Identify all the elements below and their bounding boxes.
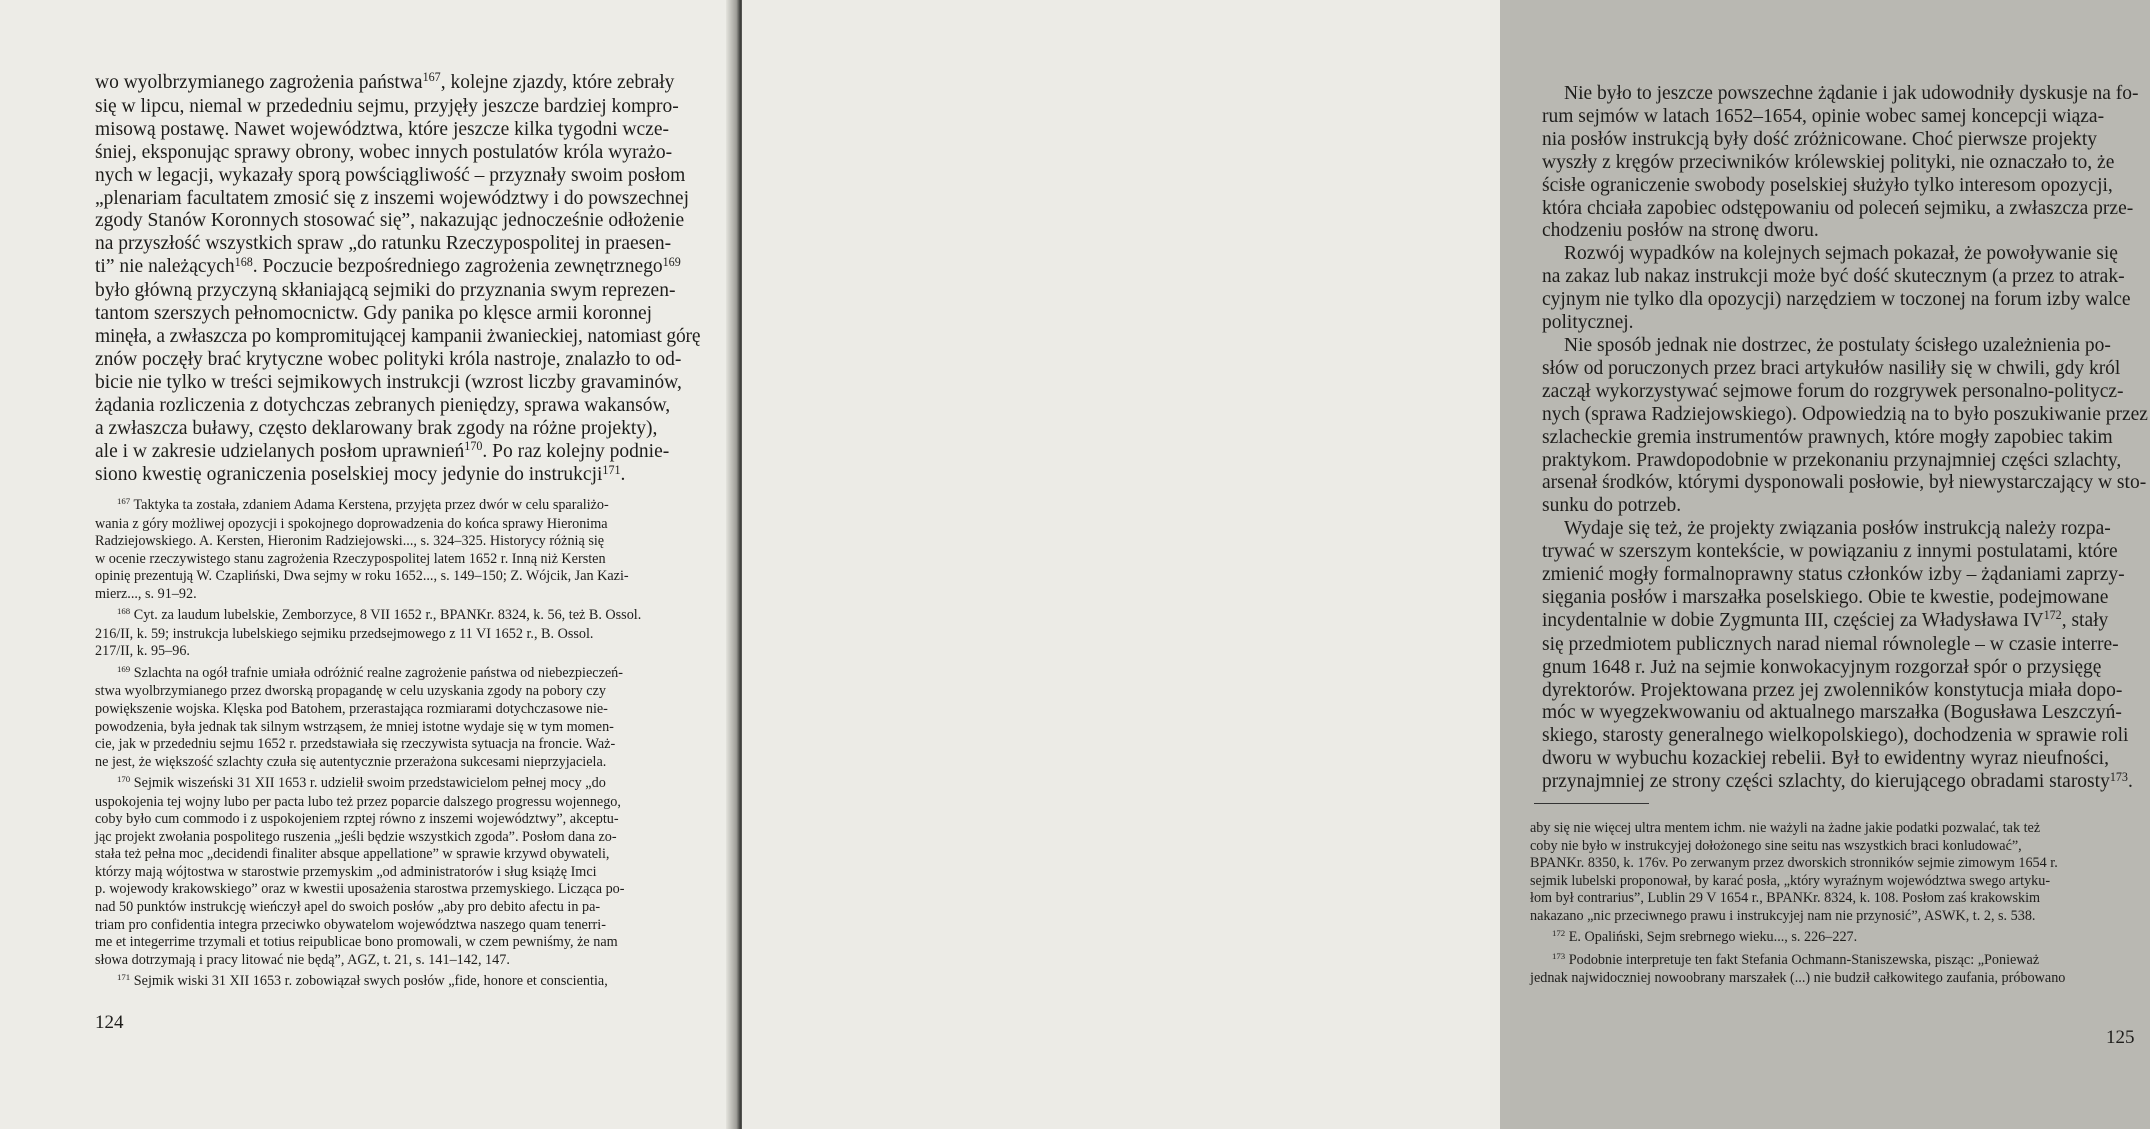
left-body-line: zgody Stanów Koronnych stosować się”, nakazując jednocześnie odłożenie [95, 210, 685, 232]
right-body-line: rum sejmów w latach 1652–1654, opinie wobec samej koncepcji wiąza- [1542, 105, 2105, 127]
right-body-line: szlacheckie gremia instrumentów prawnych, które mogły zapobiec takim [1542, 426, 2113, 448]
left-footnote-line: stała też pełna moc „decidendi finaliter absque appellatione” w sprawie krzywd obywateli, [95, 846, 610, 863]
right-body-line: chodzeniu posłów na stronę dworu. [1542, 220, 1819, 242]
right-footnote-line: nakazano „nic przeciwnego prawu i instrukcyjej nam nie przynosić”, ASWK, t. 2, s. 538. [1530, 907, 2036, 924]
left-body-text [95, 72, 700, 488]
right-body-line: cyjnym nie tylko dla opozycji) narzędziem w toczonej na forum izby walce [1542, 289, 2131, 311]
right-body-line: nych (sprawa Radziejowskiego). Odpowiedzią na to było poszukiwanie przez [1542, 403, 2148, 425]
right-body-line: Nie było to jeszcze powszechne żądanie i jak udowodniły dyskusje na fo- [1564, 83, 2139, 104]
left-footnote-line: powodzenia, była jednak tak silnym wstrząsem, że mniej istotne wydaje się w tym momen- [95, 718, 614, 735]
left-body-line: bicie nie tylko w treści sejmikowych instrukcji (wzrost liczby gravaminów, [95, 371, 682, 393]
left-footnote-line: którzy mają wójtostwa w starostwie przemyskim „od administratorów i sług książę Imci [95, 863, 597, 880]
left-footnote-line: $^{169}$ Szlachta na ogół trafnie umiała odróżnić realne zagrożenie państwa od niebezpieczeń- [117, 664, 623, 681]
left-page-number: 124 [95, 1012, 124, 1033]
right-footnote-line: łom był contrarius”, Lublin 29 V 1654 r., BPANKr. 8324, k. 108. Posłom zaś krakowskim [1530, 890, 2041, 907]
right-footnote [1530, 952, 2150, 988]
right-body-line: móc w wyegzekwowaniu od aktualnego marszałka (Bogusława Leszczyń- [1542, 702, 2122, 724]
left-body-line: misową postawę. Nawet województwa, które jeszcze kilka tygodni wcze- [95, 118, 669, 140]
left-footnote-line: stwa wyolbrzymianego przez dworską propagandę w celu uzyskania zgody na pobory czy [95, 683, 606, 700]
right-body-line: słów od poruczonych przez braci artykułów nasiliły się w chwili, gdy król [1542, 357, 2121, 379]
right-body-line: Wydaje się też, że projekty związania posłów instrukcją należy rozpa- [1564, 518, 2111, 540]
right-footnote-line: sejmik lubelski proponował, by karać posła, „który wyraźnym województwa swego artyku- [1530, 872, 2051, 889]
left-body-line: „plenariam facultatem zmosić się z inszemi województwy i do powszechnej [95, 187, 689, 209]
left-footnote [95, 497, 700, 603]
left-footnote [95, 607, 700, 661]
right-footnote [1530, 820, 2150, 925]
right-body-line: dyrektorów. Projektowana przez jej zwolenników konstytucja miała dopo- [1542, 679, 2123, 701]
right-body-line: trywać w szerszym kontekście, w powiązaniu z innymi postulatami, które [1542, 541, 2118, 563]
right-body-line: arsenał środków, którymi dysponowali posłowie, był niewystarczający w sto- [1542, 472, 2147, 494]
right-body-line: gnum 1648 r. Już na sejmie konwokacyjnym rozgorzał spór o przysięgę [1542, 656, 2102, 678]
right-body-line: na zakaz lub nakaz instrukcji może być dość skutecznym (a przez to atrak- [1542, 266, 2125, 288]
right-body-line: zaczął wykorzystywać sejmowe forum do rozgrywek personalno-politycz- [1542, 380, 2124, 402]
left-body-line: siono kwestię ograniczenia poselskiej mocy jedynie do instrukcji$^{171}$. [95, 462, 626, 486]
left-footnote-line: mierz..., s. 91–92. [95, 585, 197, 602]
left-footnote-line: ne jest, że większość szlachty czuła się autentycznie przerażona sukcesami nieprzyjaciela. [95, 753, 607, 770]
left-footnote-line: $^{168}$ Cyt. za laudum lubelskie, Zemborzyce, 8 VII 1652 r., BPANKr. 8324, k. 56, też B. Ossol. [117, 606, 642, 624]
right-body-line: praktykom. Prawdopodobnie w przekonaniu przynajmniej części szlachty, [1542, 449, 2122, 471]
right-body-line: nia posłów instrukcją były dość zróżnicowane. Choć pierwsze projekty [1542, 128, 2098, 150]
left-footnote-line: 217/II, k. 95–96. [95, 643, 190, 660]
right-footnote-line: aby się nie więcej ultra mentem ichm. nie ważyli na żadne jakie podatki pozwalać, tak też [1530, 820, 2041, 836]
right-body-line: Rozwój wypadków na kolejnych sejmach pokazał, że powoływanie się [1564, 243, 2118, 265]
right-footnote-line: coby nie było w instrukcyjej dołożonego sine seitu nas wszystkich braci konludować”, [1530, 837, 2022, 854]
left-footnote [95, 973, 700, 992]
left-body-line: a zwłaszcza buławy, często deklarowany brak zgody na różne projekty), [95, 417, 658, 439]
right-body-line: incydentalnie w dobie Zygmunta III, częściej za Władysława IV$^{172}$, stały [1542, 608, 2109, 631]
left-body-line: znów poczęły brać krytyczne wobec polityki króla nastroje, znalazło to od- [95, 348, 682, 370]
left-footnote-line: $^{167}$ Taktyka ta została, zdaniem Adama Kerstena, przyjęta przez dwór w celu sparaliżo- [117, 496, 609, 513]
right-footnote [1530, 929, 2150, 948]
right-footnote-line: $^{172}$ E. Opaliński, Sejm srebrnego wieku..., s. 226–227. [1552, 928, 1858, 946]
right-body-line: zmienić mogły formalnoprawny status członków izby – żądaniami zaprzy- [1542, 564, 2125, 586]
left-footnote-line: słowa dotrzymają i pracy litować nie będą”, AGZ, t. 21, s. 141–142, 147. [95, 951, 510, 968]
left-footnote-line: 216/II, k. 59; instrukcja lubelskiego sejmiku przedsejmowego z 11 VI 1652 r., B. Ossol. [95, 625, 594, 642]
left-body-line: było główną przyczyną skłaniającą sejmiki do przyznania swym reprezen- [95, 280, 676, 302]
right-body-line: dworu w wybuchu kozackiej rebelii. Był to ewidentny wyraz nieufności, [1542, 748, 2109, 770]
right-footnote-line: $^{173}$ Podobnie interpretuje ten fakt Stefania Ochmann-Staniszewska, pisząc: „Ponieważ [1552, 951, 2040, 968]
left-page [0, 0, 736, 1129]
left-body-line: na przyszłość wszystkich spraw „do ratunku Rzeczypospolitej in praesen- [95, 233, 672, 255]
right-body-line: wyszły z kręgów przeciwników królewskiej polityki, nie oznaczało to, że [1542, 151, 2115, 173]
left-body-line: ale i w zakresie udzielanych posłom uprawnień$^{170}$. Po raz kolejny podnie- [95, 438, 670, 462]
right-body-line: sunku do potrzeb. [1542, 495, 1682, 517]
right-body-line: Nie sposób jednak nie dostrzec, że postulaty ścisłego uzależnienia po- [1564, 334, 2111, 356]
left-body-line: śniej, eksponując sprawy obrony, wobec innych postulatów króla wyrażo- [95, 141, 673, 163]
left-footnote-line: coby było cum commodo i z uspokojeniem rzptej równo z inszemi województwy”, akceptu- [95, 811, 619, 828]
right-page-number: 125 [2106, 1027, 2135, 1048]
left-footnote [95, 775, 700, 969]
left-footnote-line: cie, jak w przededniu sejmu 1652 r. przedstawiała się rzeczywista sytuacja na froncie. Waż- [95, 736, 616, 753]
left-footnote-line: Radziejowskiego. A. Kersten, Hieronim Radziejowski..., s. 324–325. Historycy różnią się [95, 533, 605, 550]
right-body-line: przynajmniej ze strony części szlachty, do kierującego obradami starosty$^{173}$. [1542, 769, 2133, 793]
left-footnote-line: powiększenie wojska. Klęska pod Batohem, przerastająca rozmiarami dotychczasowe nie- [95, 701, 608, 718]
left-footnote-line: triam pro confidentia integra przeciwko obywatelom województwa naszego quam tenerri- [95, 916, 606, 933]
left-footnote-line: p. wojewody krakowskiego” oraz w kwestii uposażenia starostwa przemyskiego. Licząca po- [95, 881, 625, 898]
left-footnote-line: me et integerrime trzymali et totius reipublicae bono promowali, w czem pewniśmy, że nam [95, 934, 618, 951]
right-body-line: ścisłe ograniczenie swobody poselskiej służyło tylko interesom opozycji, [1542, 174, 2113, 196]
left-body-line: żądania rozliczenia z dotychczas zebranych pieniędzy, sprawa wakansów, [95, 394, 671, 416]
right-body-line: politycznej. [1542, 312, 1634, 334]
left-body-line: nych w legacji, wykazały sporą powściągliwość – przyznały swoim posłom [95, 164, 686, 186]
left-body-line: tantom szerszych pełnomocnictw. Gdy panika po klęsce armii koronnej [95, 303, 653, 325]
right-body-line: która chciała zapobiec odstępowaniu od poleceń sejmiku, a zwłaszcza prze- [1542, 197, 2134, 219]
right-footnotes [1530, 820, 2150, 988]
left-footnote-line: $^{170}$ Sejmik wiszeński 31 XII 1653 r. udzielił swoim przedstawicielom pełnej mocy „do [117, 774, 606, 792]
left-footnote-line: nad 50 punktów instrukcję wieńczył apel do swoich posłów „aby pro debito afectu in pa- [95, 899, 601, 916]
left-footnote-line: opinię prezentują W. Czapliński, Dwa sejmy w roku 1652..., s. 149–150; Z. Wójcik, Jan Kazi- [95, 568, 629, 585]
right-footnote-line: jednak najwidoczniej nowoobrany marszałek (...) nie budził całkowitego zaufania, próbowano [1530, 970, 2066, 987]
left-body-line: ti” nie należących$^{168}$. Poczucie bezpośredniego zagrożenia zewnętrznego$^{169}$ [95, 254, 681, 278]
left-footnote [95, 665, 700, 771]
right-body-text [1542, 83, 2150, 795]
footnote-rule [1534, 803, 1649, 804]
right-footnote-line: BPANKr. 8350, k. 176v. Po zerwanym przez dworskich stronników sejmie zimowym 1654 r. [1530, 855, 2058, 872]
left-body-line: minęła, a zwłaszcza po kompromitującej kampanii żwanieckiej, natomiast górę [95, 325, 701, 347]
left-footnote-line: jąc projekt zwołania pospolitego ruszenia „jeśli będzie wszystkich zgoda”. Posłom dana zo- [95, 828, 617, 845]
left-footnotes [95, 497, 700, 992]
left-footnote-line: uspokojenia tej wojny lubo per pacta lubo też przez poparcie dalszego progressu wojennego, [95, 793, 621, 810]
left-footnote-line: $^{171}$ Sejmik wiski 31 XII 1653 r. zobowiązał swych posłów „fide, honore et conscientia, [117, 972, 608, 990]
left-body-line: się w lipcu, niemal w przededniu sejmu, przyjęły jeszcze bardziej kompro- [95, 95, 679, 117]
right-body-line: sięgania posłów i marszałka poselskiego. Obie te kwestie, podejmowane [1542, 586, 2109, 608]
left-footnote-line: w ocenie rzeczywistego stanu zagrożenia Rzeczypospolitej latem 1652 r. Inną niż Kersten [95, 550, 606, 567]
right-page [742, 0, 2148, 1129]
right-body-line: się przedmiotem publicznych narad niemal równolegle – w czasie interre- [1542, 633, 2119, 655]
left-body-line: wo wyolbrzymianego zagrożenia państwa$^{167}$, kolejne zjazdy, które zebrały [95, 70, 675, 93]
right-body-line: skiego, starosty generalnego wielkopolskiego), dochodzenia w sprawie roli [1542, 725, 2129, 747]
left-footnote-line: wania z góry możliwej opozycji i spokojnego doprowadzenia do końca sprawy Hieronima [95, 515, 608, 532]
